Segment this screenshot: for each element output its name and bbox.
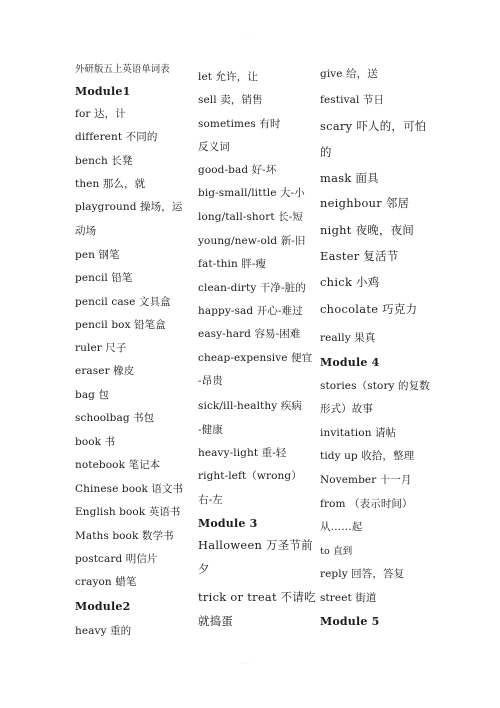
vocab-entry: English book 英语书	[75, 506, 181, 518]
vocab-entry: good-bad 好-坏	[198, 164, 277, 176]
vocab-entry: Easter 复活节	[320, 249, 399, 263]
page-header-mark: · · ·	[246, 35, 254, 41]
vocab-entry: Halloween 万圣节前	[198, 538, 313, 552]
vocab-entry: clean-dirty 干净-脏的	[198, 282, 306, 294]
vocab-entry: scary 吓人的，可怕	[320, 119, 427, 133]
vocab-entry: pen 钢笔	[75, 249, 120, 261]
module-heading: Module 5	[320, 615, 380, 628]
vocab-entry: really 果真	[320, 332, 376, 344]
vocab-entry: postcard 明信片	[75, 553, 158, 565]
vocab-entry: to 直到	[320, 546, 353, 557]
vocab-entry: November 十一月	[320, 474, 412, 486]
vocab-entry: 的	[320, 145, 332, 159]
vocab-entry: sell 卖，销售	[198, 94, 263, 106]
vocab-entry: Chinese book 语文书	[75, 483, 184, 495]
vocab-entry: night 夜晚，夜间	[320, 223, 415, 237]
vocab-entry: ruler 尺子	[75, 342, 127, 354]
vocab-entry: bench 长凳	[75, 155, 133, 167]
module-heading: Module 3	[198, 517, 258, 530]
vocab-entry: stories（story 的复数	[320, 380, 430, 392]
vocab-entry: -昂贵	[198, 375, 223, 387]
vocab-entry: festival 节日	[320, 94, 385, 106]
vocab-entry: schoolbag 书包	[75, 412, 155, 424]
vocab-entry: 形式）故事	[320, 403, 373, 415]
page-footer-mark: · · · ·	[240, 661, 252, 667]
vocab-entry: 右-左	[198, 494, 223, 506]
vocab-entry: mask 面具	[320, 171, 379, 185]
vocab-entry: young/new-old 新-旧	[198, 235, 306, 247]
vocab-entry: bag 包	[75, 389, 110, 401]
vocab-entry: sick/ill-healthy 疾病	[198, 400, 302, 412]
vocab-entry: 反义词	[198, 141, 230, 153]
vocab-entry: 就捣蛋	[198, 614, 234, 628]
vocab-entry: heavy-light 重-轻	[198, 447, 287, 459]
vocab-entry: different 不同的	[75, 131, 158, 143]
vocab-entry: reply 回答，答复	[320, 568, 405, 580]
vocab-entry: 从……起	[320, 521, 363, 533]
module-heading: Module1	[75, 85, 131, 98]
vocab-entry: chick 小鸡	[320, 275, 380, 289]
vocab-entry: give 给，送	[320, 68, 378, 80]
vocab-entry: chocolate 巧克力	[320, 302, 418, 316]
vocab-entry: invitation 请帖	[320, 427, 397, 439]
vocab-entry: right-left（wrong）	[198, 470, 302, 482]
vocab-entry: pencil box 铅笔盒	[75, 319, 166, 331]
vocab-entry: heavy 重的	[75, 625, 132, 637]
vocab-entry: then 那么，就	[75, 178, 146, 190]
vocab-entry: for 达，计	[75, 108, 126, 120]
vocab-entry: trick or treat 不请吃	[198, 590, 316, 604]
vocab-entry: easy-hard 容易-困难	[198, 328, 301, 340]
vocab-entry: pencil 铅笔	[75, 272, 133, 284]
vocab-entry: playground 操场，运	[75, 201, 183, 213]
vocab-entry: sometimes 有时	[198, 118, 281, 130]
vocab-entry: let 允许，让	[198, 71, 258, 83]
module-heading: Module2	[75, 600, 131, 613]
vocab-entry: 夕	[198, 562, 210, 576]
vocab-entry: long/tall-short 长-短	[198, 211, 303, 223]
vocab-entry: cheap-expensive 便宜	[198, 352, 313, 364]
vocab-entry: Maths book 数学书	[75, 530, 174, 542]
vocab-entry: fat-thin 胖-瘦	[198, 258, 267, 270]
vocab-entry: neighbour 邻居	[320, 196, 410, 210]
document-title: 外研版五上英语单词表	[75, 64, 170, 75]
vocab-entry: big-small/little 大-小	[198, 187, 305, 199]
vocab-entry: pencil case 文具盒	[75, 296, 171, 308]
vocab-entry: tidy up 收拾，整理	[320, 450, 415, 462]
vocab-entry: notebook 笔记本	[75, 459, 161, 471]
vocab-entry: -健康	[198, 424, 223, 436]
vocab-entry: street 街道	[320, 592, 377, 604]
vocab-entry: crayon 蜡笔	[75, 576, 137, 588]
vocab-entry: from （表示时间）	[320, 498, 413, 510]
vocab-entry: 动场	[75, 225, 97, 237]
vocab-entry: happy-sad 开心-难过	[198, 305, 303, 317]
vocab-entry: book 书	[75, 436, 116, 448]
module-heading: Module 4	[320, 356, 380, 369]
vocab-entry: eraser 橡皮	[75, 365, 135, 377]
